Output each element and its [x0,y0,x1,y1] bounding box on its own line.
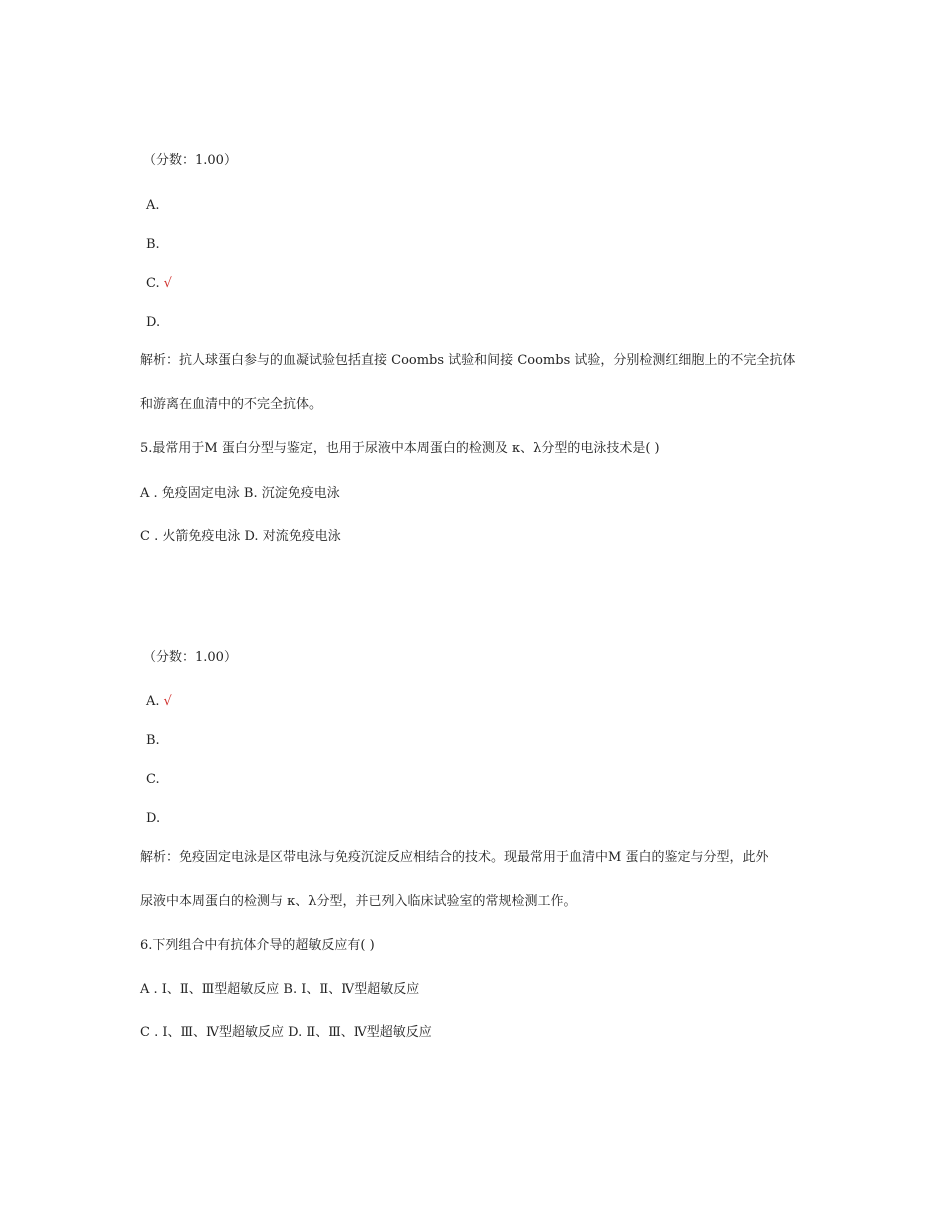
option-label: C. [146,276,160,291]
q6-choices-line2: C . Ⅰ、Ⅲ、Ⅳ型超敏反应 D. Ⅱ、Ⅲ、Ⅳ型超敏反应 [140,1025,432,1040]
q5-option-c [146,771,164,789]
q4-option-d [146,314,164,332]
q5-analysis-line2: 尿液中本周蛋白的检测与 κ、λ分型，并已列入临床试验室的常规检测工作。 [140,894,577,909]
check-mark-icon: √ [163,694,172,709]
option-label: C. [146,772,160,787]
option-label: A. [146,198,160,213]
q5-choices-line1: A . 免疫固定电泳 B. 沉淀免疫电泳 [140,486,340,501]
q6-stem: 6.下列组合中有抗体介导的超敏反应有( ) [140,938,375,953]
q4-option-c [146,275,172,293]
option-label: A. [146,694,160,709]
q5-option-a [146,693,172,711]
option-label: D. [146,315,161,330]
q5-stem: 5.最常用于M 蛋白分型与鉴定，也用于尿液中本周蛋白的检测及 κ、λ分型的电泳技术是( ) [140,441,660,456]
option-label: D. [146,811,161,826]
q4-option-b [146,236,164,254]
q4-analysis-line1: 解析：抗人球蛋白参与的血凝试验包括直接 Coombs 试验和间接 Coombs 试验，分别检测红细胞上的不完全抗体 [140,353,796,368]
q5-analysis-line1: 解析：免疫固定电泳是区带电泳与免疫沉淀反应相结合的技术。现最常用于血清中M 蛋白的鉴定与分型，此外 [140,850,769,865]
q6-choices-line1: A . Ⅰ、Ⅱ、Ⅲ型超敏反应 B. Ⅰ、Ⅱ、Ⅳ型超敏反应 [140,982,420,997]
q5-option-b [146,732,164,750]
option-label: B. [146,237,160,252]
q4-score: （分数：1.00） [143,153,237,168]
q4-option-a [146,197,164,215]
q5-choices-line2: C . 火箭免疫电泳 D. 对流免疫电泳 [140,529,341,544]
q5-score: （分数：1.00） [143,650,237,665]
q4-analysis-line2: 和游离在血清中的不完全抗体。 [140,397,323,412]
q5-option-d [146,810,164,828]
option-label: B. [146,733,160,748]
check-mark-icon: √ [163,276,172,291]
